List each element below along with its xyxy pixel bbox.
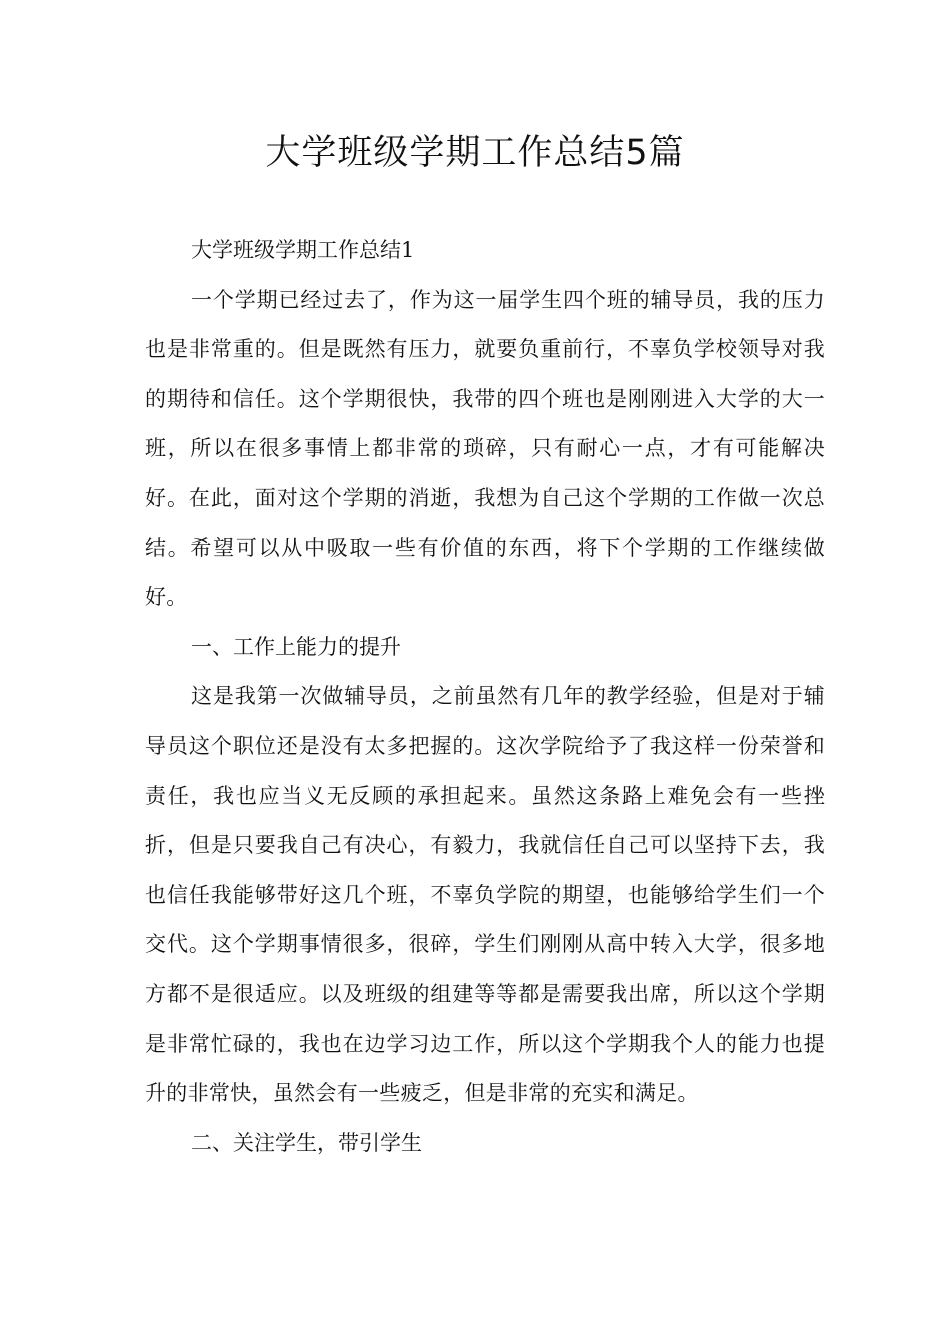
document-body <box>145 226 825 1168</box>
body-paragraph: 这是我第一次做辅导员，之前虽然有几年的教学经验，但是对于辅导员这个职位还是没有太多把握的。这次学院给予了我这样一份荣誉和责任，我也应当义无反顾的承担起来。虽然这条路上难免会有一些挫折，但是只要我自己有决心，有毅力，我就信任自己可以坚持下去，我也信任我能够带好这几个班，不辜负学院的期望，也能够给学生们一个交代。这个学期事情很多，很碎，学生们刚刚从高中转入大学，很多地方都不是很适应。以及班级的组建等等都是需要我出席，所以这个学期是非常忙碌的，我也在边学习边工作，所以这个学期我个人的能力也提升的非常快，虽然会有一些疲乏，但是非常的充实和满足。 <box>145 684 825 1106</box>
section-heading: 二、关注学生，带引学生 <box>191 1130 422 1155</box>
section-heading: 一、工作上能力的提升 <box>191 634 401 659</box>
document-title: 大学班级学期工作总结5篇 <box>265 133 685 173</box>
section-heading: 大学班级学期工作总结1 <box>191 238 415 262</box>
body-paragraph: 一个学期已经过去了，作为这一届学生四个班的辅导员，我的压力也是非常重的。但是既然有压力，就要负重前行，不辜负学校领导对我的期待和信任。这个学期很快，我带的四个班也是刚刚进入大学的大一班，所以在很多事情上都非常的琐碎，只有耐心一点，才有可能解决好。在此，面对这个学期的消逝，我想为自己这个学期的工作做一次总结。希望可以从中吸取一些有价值的东西，将下个学期的工作继续做好。 <box>145 287 825 610</box>
